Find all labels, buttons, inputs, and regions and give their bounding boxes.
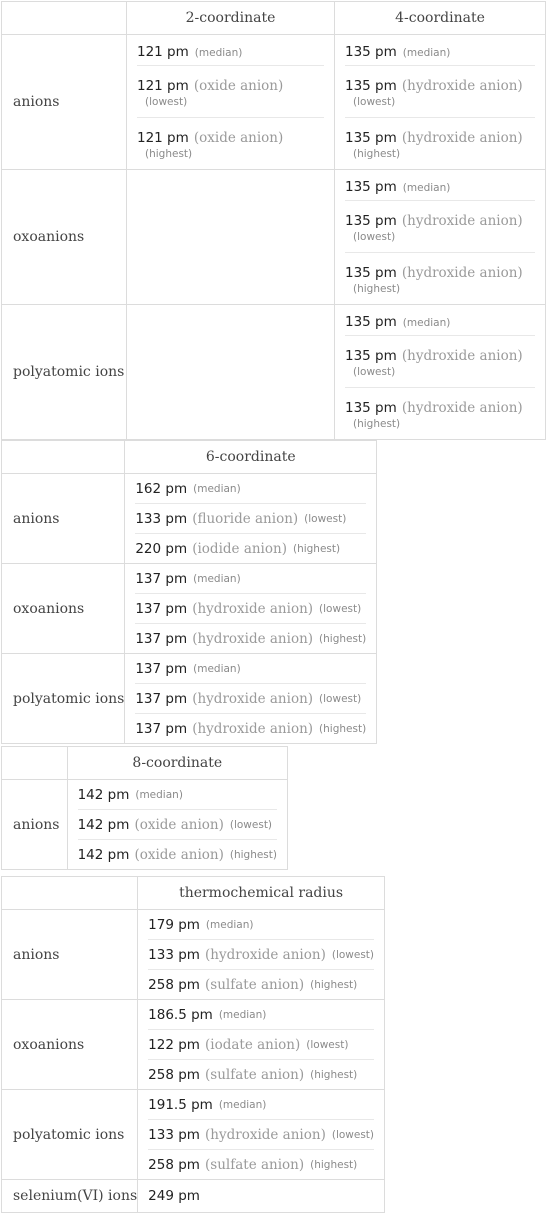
- empty-cell: [127, 170, 335, 305]
- value-line-lowest: [345, 66, 535, 118]
- description: (oxide anion): [134, 816, 224, 833]
- cell-anions-4-coordinate: [335, 35, 546, 170]
- row-label-polyatomic-ions: polyatomic ions: [2, 1090, 138, 1180]
- column-header-6-coordinate: 6-coordinate: [125, 441, 377, 474]
- value-line-highest: [345, 388, 535, 439]
- table-6-coordinate: [1, 440, 377, 744]
- description: (hydroxide anion): [401, 400, 523, 416]
- row-label-oxoanions: oxoanions: [2, 170, 127, 305]
- tag: (median): [402, 46, 451, 59]
- value: 135 pm: [345, 400, 397, 416]
- value-line-median: [135, 474, 366, 504]
- value: 121 pm: [137, 130, 189, 146]
- cell-polyatomic-6-coordinate: [125, 654, 377, 744]
- tag: (highest): [319, 722, 367, 735]
- tag: (median): [402, 316, 451, 329]
- tag: (median): [193, 572, 241, 585]
- description: (sulfate anion): [205, 976, 305, 993]
- value-line-highest: [135, 624, 366, 653]
- value: 122 pm: [148, 1036, 200, 1053]
- description: (sulfate anion): [205, 1066, 305, 1083]
- tag: (median): [194, 46, 243, 59]
- value: 137 pm: [135, 570, 188, 587]
- description: (iodide anion): [192, 540, 287, 557]
- tag: (highest): [353, 418, 401, 430]
- corner-cell: [2, 2, 127, 35]
- value-line-lowest: [137, 66, 324, 118]
- value-line-highest: [345, 118, 535, 169]
- description: (oxide anion): [134, 846, 224, 863]
- value: 133 pm: [135, 510, 188, 527]
- value-line-median: [78, 780, 277, 810]
- value: 258 pm: [148, 1066, 200, 1083]
- value-line-median: [345, 170, 535, 201]
- tag: (lowest): [145, 96, 188, 108]
- row-label-anions: anions: [2, 780, 68, 870]
- description: (hydroxide anion): [401, 265, 523, 281]
- value-line-lowest: [135, 504, 366, 534]
- value: 220 pm: [135, 540, 188, 557]
- row-label-oxoanions: oxoanions: [2, 1000, 138, 1090]
- value-line-median: [135, 654, 366, 684]
- value-line-median: [345, 35, 535, 66]
- cell-anions-thermochemical: [138, 910, 385, 1000]
- description: (hydroxide anion): [192, 690, 314, 707]
- description: (oxide anion): [193, 78, 284, 94]
- description: (sulfate anion): [205, 1156, 305, 1173]
- cell-oxoanions-4-coordinate: [335, 170, 546, 305]
- description: (hydroxide anion): [401, 348, 523, 364]
- value-line-median: [345, 305, 535, 336]
- value: 135 pm: [345, 348, 397, 364]
- empty-cell: [127, 305, 335, 440]
- value: 133 pm: [148, 946, 200, 963]
- cell-oxoanions-6-coordinate: [125, 564, 377, 654]
- description: (fluoride anion): [192, 510, 299, 527]
- tag: (median): [135, 788, 183, 801]
- value: 142 pm: [77, 816, 130, 833]
- value-line-lowest: [345, 336, 535, 388]
- value-line-highest: [135, 534, 366, 563]
- tag: (highest): [310, 1068, 358, 1081]
- tag: (lowest): [319, 692, 362, 705]
- column-header-2-coordinate: 2-coordinate: [127, 2, 335, 35]
- tag: (lowest): [319, 602, 362, 615]
- description: (oxide anion): [193, 130, 284, 146]
- value-line-lowest: [135, 684, 366, 714]
- row-label-polyatomic-ions: polyatomic ions: [2, 305, 127, 440]
- value: 162 pm: [135, 480, 188, 497]
- tag: (median): [193, 662, 241, 675]
- value-line-lowest: [148, 940, 374, 970]
- value-line-highest: [137, 118, 324, 169]
- value-line-lowest: [135, 594, 366, 624]
- table-8-coordinate: [1, 746, 288, 870]
- cell-anions-8-coordinate: [67, 780, 287, 870]
- value: 135 pm: [345, 213, 397, 229]
- cell-anions-6-coordinate: [125, 474, 377, 564]
- value: 133 pm: [148, 1126, 200, 1143]
- row-label-anions: anions: [2, 910, 138, 1000]
- cell-anions-2-coordinate: [127, 35, 335, 170]
- value: 135 pm: [345, 178, 397, 195]
- row-label-polyatomic-ions: polyatomic ions: [2, 654, 125, 744]
- description: (hydroxide anion): [205, 946, 326, 963]
- corner-cell: [2, 441, 125, 474]
- description: (hydroxide anion): [192, 600, 314, 617]
- value: 142 pm: [77, 846, 130, 863]
- tag: (median): [193, 482, 241, 495]
- row-label-anions: anions: [2, 35, 127, 170]
- value-line-median: [137, 35, 324, 66]
- value: 121 pm: [137, 43, 189, 60]
- tag: (lowest): [304, 512, 347, 525]
- value: 135 pm: [345, 313, 397, 330]
- description: (hydroxide anion): [401, 130, 523, 146]
- value-line-highest: [345, 253, 535, 304]
- value-line-highest: [148, 1060, 374, 1089]
- value: 179 pm: [148, 916, 200, 933]
- value-line-lowest: [345, 201, 535, 253]
- value: 121 pm: [137, 78, 189, 94]
- tag: (highest): [353, 283, 401, 295]
- tag: (median): [205, 918, 254, 931]
- value: 137 pm: [135, 660, 188, 677]
- value-line-lowest: [148, 1030, 374, 1060]
- value-line-highest: [148, 1150, 374, 1179]
- corner-cell: [2, 747, 68, 780]
- description: (hydroxide anion): [192, 630, 314, 647]
- description: (iodate anion): [205, 1036, 301, 1053]
- tag: (lowest): [229, 818, 273, 831]
- value-line-highest: [135, 714, 366, 743]
- value: 137 pm: [135, 600, 188, 617]
- cell-polyatomic-thermochemical: [138, 1090, 385, 1180]
- corner-cell: [2, 877, 138, 910]
- description: (hydroxide anion): [401, 213, 523, 229]
- column-header-4-coordinate: 4-coordinate: [335, 2, 546, 35]
- tag: (lowest): [331, 948, 375, 961]
- value: 258 pm: [148, 1156, 200, 1173]
- value-line-lowest: [148, 1120, 374, 1150]
- cell-selenium-vi-thermochemical: 249 pm: [138, 1180, 385, 1213]
- column-header-thermochemical-radius: thermochemical radius: [138, 877, 385, 910]
- value: 258 pm: [148, 976, 200, 993]
- value-line-median: [148, 1000, 374, 1030]
- tag: (lowest): [353, 231, 396, 243]
- value: 191.5 pm: [148, 1096, 213, 1113]
- value: 137 pm: [135, 720, 188, 737]
- value-line-highest: [78, 840, 277, 869]
- tag: (highest): [310, 978, 358, 991]
- row-label-oxoanions: oxoanions: [2, 564, 125, 654]
- value: 135 pm: [345, 78, 397, 94]
- value: 135 pm: [345, 130, 397, 146]
- value: 135 pm: [345, 265, 397, 281]
- tag: (lowest): [306, 1038, 349, 1051]
- column-header-8-coordinate: 8-coordinate: [67, 747, 287, 780]
- value-line-median: [135, 564, 366, 594]
- row-label-anions: anions: [2, 474, 125, 564]
- value-line-highest: [148, 970, 374, 999]
- table-thermochemical-radius: [1, 876, 385, 1213]
- cell-oxoanions-thermochemical: [138, 1000, 385, 1090]
- tag: (lowest): [353, 366, 396, 378]
- tag: (highest): [353, 148, 401, 160]
- description: (hydroxide anion): [192, 720, 314, 737]
- cell-polyatomic-4-coordinate: [335, 305, 546, 440]
- value: 142 pm: [77, 786, 130, 803]
- tag: (median): [218, 1008, 267, 1021]
- value: 137 pm: [135, 630, 188, 647]
- value: 137 pm: [135, 690, 188, 707]
- tag: (lowest): [331, 1128, 375, 1141]
- value-line-lowest: [78, 810, 277, 840]
- tag: (highest): [310, 1158, 358, 1171]
- value: 186.5 pm: [148, 1006, 213, 1023]
- tag: (median): [218, 1098, 267, 1111]
- table-2-4-coordinate: [1, 1, 546, 440]
- tag: (highest): [292, 542, 341, 555]
- tag: (lowest): [353, 96, 396, 108]
- description: (hydroxide anion): [205, 1126, 326, 1143]
- value-line-median: [148, 1090, 374, 1120]
- description: (hydroxide anion): [401, 78, 523, 94]
- tag: (highest): [319, 632, 367, 645]
- tag: (highest): [145, 148, 193, 160]
- tag: (highest): [229, 848, 277, 861]
- value-line-median: [148, 910, 374, 940]
- row-label-selenium-vi-ions: selenium(VI) ions: [2, 1180, 138, 1213]
- tag: (median): [402, 181, 451, 194]
- value: 135 pm: [345, 43, 397, 60]
